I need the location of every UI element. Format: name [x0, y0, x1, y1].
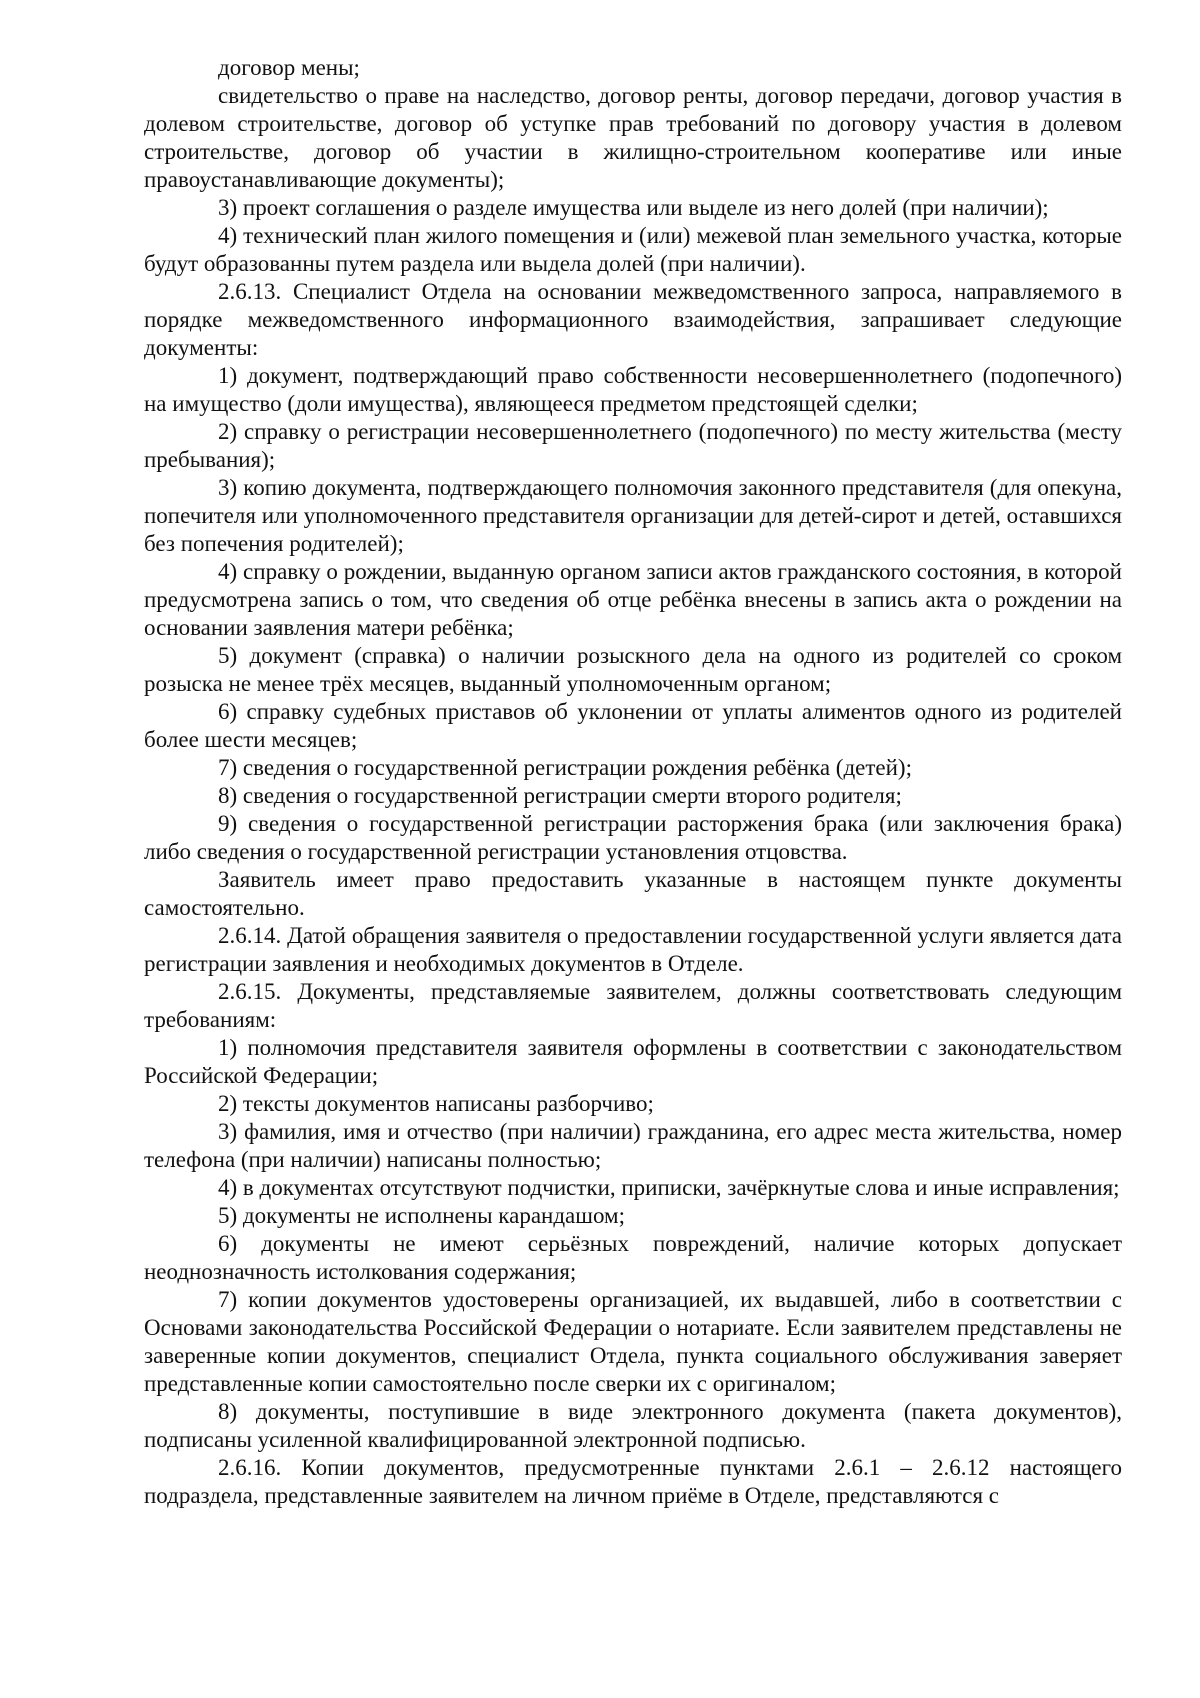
paragraph-2-6-15-item-5: 5) документы не исполнены карандашом;	[218, 1203, 625, 1228]
paragraph-2-6-13-item-7: 7) сведения о государственной регистрации рождения ребёнка (детей);	[218, 755, 912, 780]
paragraph-2-6-13-item-3: 3) копию документа, подтверждающего полномочия законного представителя (для опекуна, попечителя или уполномоченного представителя организации для детей-сирот и детей, оставшихся без попечения родителей);	[144, 475, 1122, 556]
paragraph-exchange-contract: договор мены;	[218, 55, 360, 80]
paragraph-inheritance-certificate: свидетельство о праве на наследство, договор ренты, договор передачи, договор участия в долевом строительстве, договор об уступке прав требований по договору участия в долевом строительстве, договор об участии в жилищно-строительном кооперативе или иные правоустанавливающие документы);	[144, 83, 1122, 192]
paragraph-2-6-15-item-2: 2) тексты документов написаны разборчиво;	[218, 1091, 654, 1116]
document-page	[144, 54, 1122, 1510]
paragraph-2-6-13-item-5: 5) документ (справка) о наличии розыскного дела на одного из родителей со сроком розыска не менее трёх месяцев, выданный уполномоченным органом;	[144, 643, 1122, 696]
paragraph-2-6-15: 2.6.15. Документы, представляемые заявителем, должны соответствовать следующим требованиям:	[144, 979, 1122, 1032]
paragraph-2-6-14: 2.6.14. Датой обращения заявителя о предоставлении государственной услуги является дата регистрации заявления и необходимых документов в Отделе.	[144, 923, 1122, 976]
paragraph-2-6-13-item-4: 4) справку о рождении, выданную органом записи актов гражданского состояния, в которой предусмотрена запись о том, что сведения об отце ребёнка внесены в запись акта о рождении на основании заявления матери ребёнка;	[144, 559, 1122, 640]
paragraph-2-6-13-item-1: 1) документ, подтверждающий право собственности несовершеннолетнего (подопечного) на имущество (доли имущества), являющееся предметом предстоящей сделки;	[144, 363, 1122, 416]
paragraph-2-6-15-item-8: 8) документы, поступившие в виде электронного документа (пакета документов), подписаны усиленной квалифицированной электронной подписью.	[144, 1399, 1122, 1452]
paragraph-2-6-15-item-7: 7) копии документов удостоверены организацией, их выдавшей, либо в соответствии с Основами законодательства Российской Федерации о нотариате. Если заявителем представлены не заверенные копии документов, специалист Отдела, пункта социального обслуживания заверяет представленные копии самостоятельно после сверки их с оригиналом;	[144, 1287, 1122, 1396]
paragraph-2-6-15-item-4: 4) в документах отсутствуют подчистки, приписки, зачёркнутые слова и иные исправления;	[218, 1175, 1120, 1200]
paragraph-2-6-15-item-6: 6) документы не имеют серьёзных повреждений, наличие которых допускает неоднозначность истолкования содержания;	[144, 1231, 1122, 1284]
paragraph-2-6-15-item-1: 1) полномочия представителя заявителя оформлены в соответствии с законодательством Российской Федерации;	[144, 1035, 1122, 1088]
paragraph-applicant-right: Заявитель имеет право предоставить указанные в настоящем пункте документы самостоятельно.	[144, 867, 1122, 920]
paragraph-2-6-13-item-8: 8) сведения о государственной регистрации смерти второго родителя;	[218, 783, 902, 808]
paragraph-2-6-13-item-9: 9) сведения о государственной регистрации расторжения брака (или заключения брака) либо сведения о государственной регистрации установления отцовства.	[144, 811, 1122, 864]
paragraph-item-4-technical-plan: 4) технический план жилого помещения и (или) межевой план земельного участка, которые будут образованны путем раздела или выдела долей (при наличии).	[144, 223, 1122, 276]
paragraph-2-6-13-item-6: 6) справку судебных приставов об уклонении от уплаты алиментов одного из родителей более шести месяцев;	[144, 699, 1122, 752]
paragraph-2-6-13: 2.6.13. Специалист Отдела на основании межведомственного запроса, направляемого в порядке межведомственного информационного взаимодействия, запрашивает следующие документы:	[144, 279, 1122, 360]
paragraph-2-6-13-item-2: 2) справку о регистрации несовершеннолетнего (подопечного) по месту жительства (месту пребывания);	[144, 419, 1122, 472]
paragraph-item-3-division-agreement: 3) проект соглашения о разделе имущества или выделе из него долей (при наличии);	[218, 195, 1049, 220]
paragraph-2-6-15-item-3: 3) фамилия, имя и отчество (при наличии) гражданина, его адрес места жительства, номер телефона (при наличии) написаны полностью;	[144, 1119, 1122, 1172]
paragraph-2-6-16: 2.6.16. Копии документов, предусмотренные пунктами 2.6.1 – 2.6.12 настоящего подраздела, представленные заявителем на личном приёме в Отделе, представляются с	[144, 1455, 1122, 1508]
